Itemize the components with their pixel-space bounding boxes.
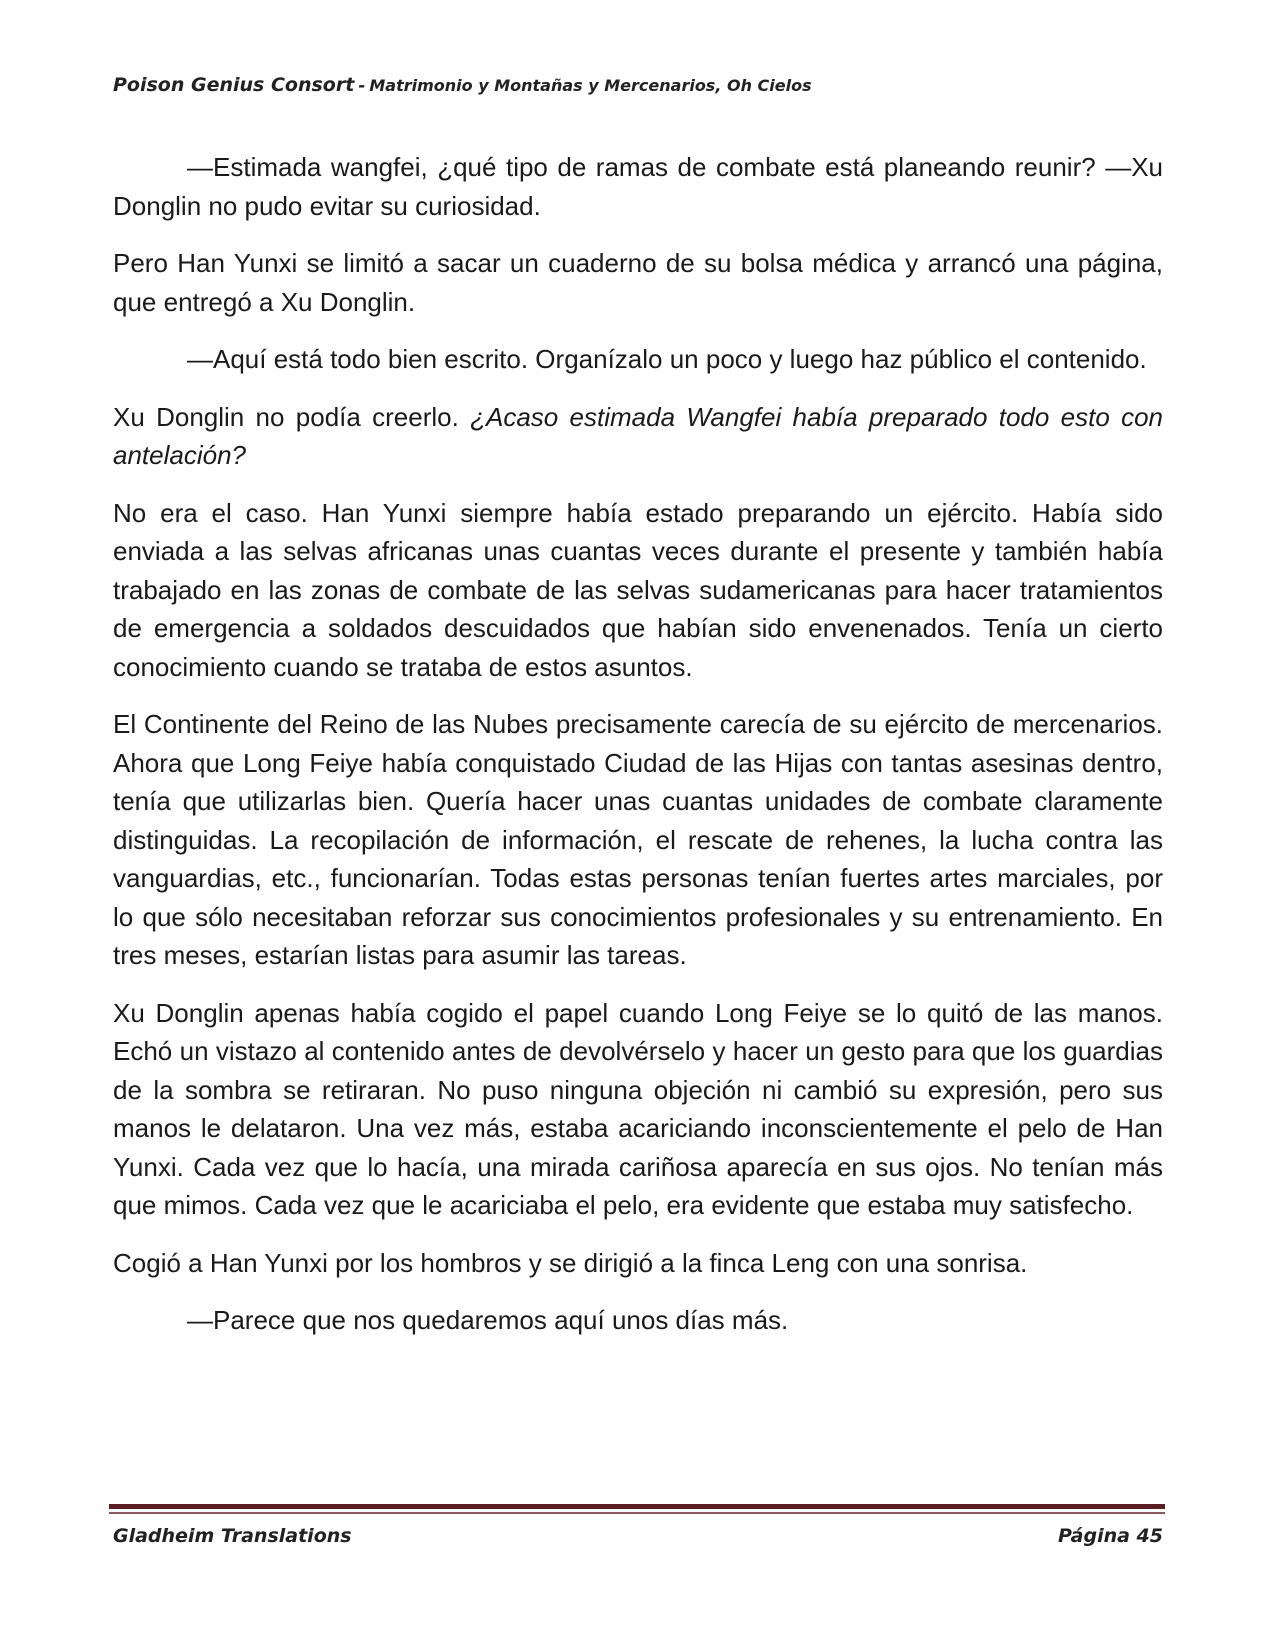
paragraph	[113, 494, 1163, 687]
paragraph-text: —Aquí está todo bien escrito. Organízalo un poco y luego haz público el contenido.	[187, 344, 1147, 374]
footer-divider-thin	[109, 1512, 1165, 1514]
book-title: Poison Genius Consort	[113, 74, 355, 96]
paragraph	[113, 705, 1163, 975]
paragraph-dialogue	[113, 148, 1163, 225]
running-header	[113, 74, 812, 96]
paragraph-text: —Parece que nos quedaremos aquí unos días más.	[187, 1305, 789, 1335]
footer-divider-thick	[109, 1504, 1165, 1509]
paragraph-text: Xu Donglin no podía creerlo.	[113, 401, 459, 432]
paragraph	[113, 398, 1163, 475]
paragraph-text: No era el caso. Han Yunxi siempre había estado preparando un ejército. Había sido enviada a las selvas africanas unas cuantas veces durante el presente y también había trabajado en las zonas de combate de las selvas sudamericanas para hacer tratamientos de emergencia a soldados descuidados que habían sido envenenados. Tenía un cierto conocimiento cuando se trataba de estos asuntos.	[113, 497, 1163, 682]
paragraph	[113, 244, 1163, 321]
paragraph-italic-thought: ¿Acaso estimada Wangfei había preparado todo esto con antelación?	[113, 401, 1163, 470]
paragraph-text: Cogió a Han Yunxi por los hombros y se dirigió a la finca Leng con una sonrisa.	[113, 1247, 1028, 1278]
paragraph-dialogue	[113, 1301, 1163, 1340]
footer-translator: Gladheim Translations	[113, 1525, 352, 1547]
page-body	[113, 148, 1163, 1359]
header-separator: -	[358, 76, 366, 96]
paragraph-text: Xu Donglin apenas había cogido el papel cuando Long Feiye se lo quitó de las manos. Echó un vistazo al contenido antes de devolvérselo y hacer un gesto para que los guardias de la sombra se retiraran. No puso ninguna objeción ni cambió su expresión, pero sus manos le delataron. Una vez más, estaba acariciando inconscientemente el pelo de Han Yunxi. Cada vez que lo hacía, una mirada cariñosa aparecía en sus ojos. No tenían más que mimos. Cada vez que le acariciaba el pelo, era evidente que estaba muy satisfecho.	[113, 997, 1163, 1220]
paragraph-text: El Continente del Reino de las Nubes precisamente carecía de su ejército de mercenarios. Ahora que Long Feiye había conquistado Ciudad de las Hijas con tantas asesinas dentro, tenía que utilizarlas bien. Quería hacer unas cuantas unidades de combate claramente distinguidas. La recopilación de información, el rescate de rehenes, la lucha contra las vanguardias, etc., funcionarían. Todas estas personas tenían fuertes artes marciales, por lo que sólo necesitaban reforzar sus conocimientos profesionales y su entrenamiento. En tres meses, estarían listas para asumir las tareas.	[113, 709, 1163, 970]
paragraph	[113, 994, 1163, 1225]
paragraph	[113, 1244, 1163, 1283]
paragraph-text: —Estimada wangfei, ¿qué tipo de ramas de combate está planeando reunir? —Xu Donglin no pudo evitar su curiosidad.	[113, 152, 1163, 221]
paragraph-dialogue	[113, 340, 1163, 379]
footer-page-number: Página 45	[1057, 1525, 1163, 1547]
chapter-title: Matrimonio y Montañas y Mercenarios, Oh Cielos	[369, 76, 812, 95]
paragraph-text: Pero Han Yunxi se limitó a sacar un cuaderno de su bolsa médica y arrancó una página, que entregó a Xu Donglin.	[113, 248, 1163, 317]
